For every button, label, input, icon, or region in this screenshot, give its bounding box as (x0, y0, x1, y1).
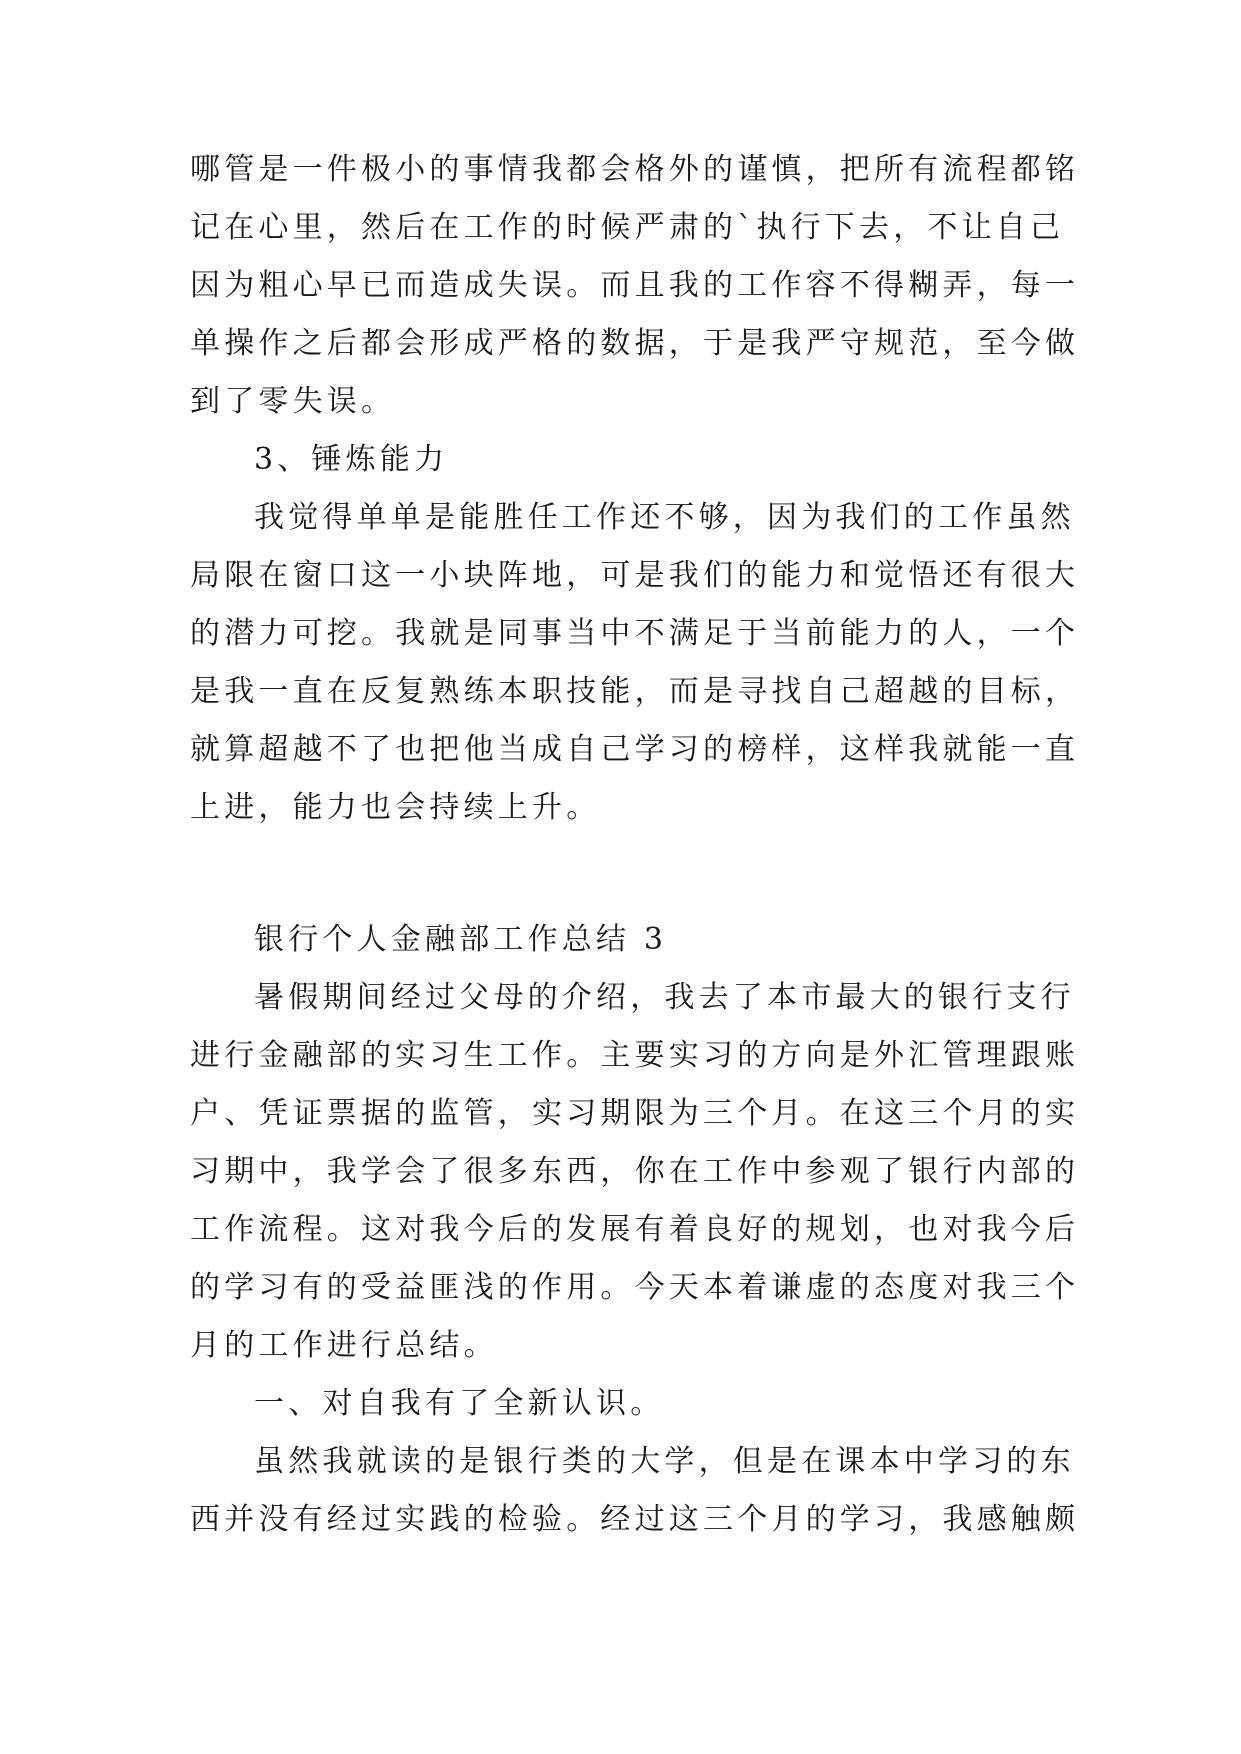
paragraph-line: 的学习有的受益匪浅的作用。今天本着谦虚的态度对我三个 (190, 1270, 1080, 1305)
paragraph-line: 到了零失误。 (190, 384, 396, 419)
paragraph-line: 就算超越不了也把他当成自己学习的榜样，这样我就能一直 (190, 732, 1080, 767)
paragraph-line: 哪管是一件极小的事情我都会格外的谨慎，把所有流程都铭 (190, 152, 1080, 187)
paragraph-line: 上进，能力也会持续上升。 (190, 790, 601, 825)
paragraph-line: 月的工作进行总结。 (190, 1328, 498, 1363)
document-title: 银行个人金融部工作总结 3 (254, 922, 668, 957)
paragraph-line: 西并没有经过实践的检验。经过这三个月的学习，我感触颇 (190, 1502, 1080, 1537)
section-heading: 3、锤炼能力 (254, 442, 449, 477)
paragraph-line: 户、凭证票据的监管，实习期限为三个月。在这三个月的实 (190, 1096, 1080, 1131)
paragraph-line: 单操作之后都会形成严格的数据，于是我严守规范，至今做 (190, 326, 1080, 361)
paragraph-line: 工作流程。这对我今后的发展有着良好的规划，也对我今后 (190, 1212, 1080, 1247)
section-heading: 一、对自我有了全新认识。 (254, 1386, 665, 1421)
paragraph-line: 虽然我就读的是银行类的大学，但是在课本中学习的东 (254, 1444, 1075, 1479)
paragraph-line: 暑假期间经过父母的介绍，我去了本市最大的银行支行 (254, 980, 1075, 1015)
paragraph-line: 我觉得单单是能胜任工作还不够，因为我们的工作虽然 (254, 500, 1075, 535)
paragraph-line: 因为粗心早已而造成失误。而且我的工作容不得糊弄，每一 (190, 268, 1080, 303)
paragraph-line: 习期中，我学会了很多东西，你在工作中参观了银行内部的 (190, 1154, 1080, 1189)
paragraph-line: 的潜力可挖。我就是同事当中不满足于当前能力的人，一个 (190, 616, 1080, 651)
paragraph-line: 局限在窗口这一小块阵地，可是我们的能力和觉悟还有很大 (190, 558, 1080, 593)
paragraph-line: 是我一直在反复熟练本职技能，而是寻找自己超越的目标， (190, 674, 1080, 709)
paragraph-line: 记在心里，然后在工作的时候严肃的`执行下去，不让自己 (190, 210, 1065, 245)
paragraph-line: 进行金融部的实习生工作。主要实习的方向是外汇管理跟账 (190, 1038, 1080, 1073)
